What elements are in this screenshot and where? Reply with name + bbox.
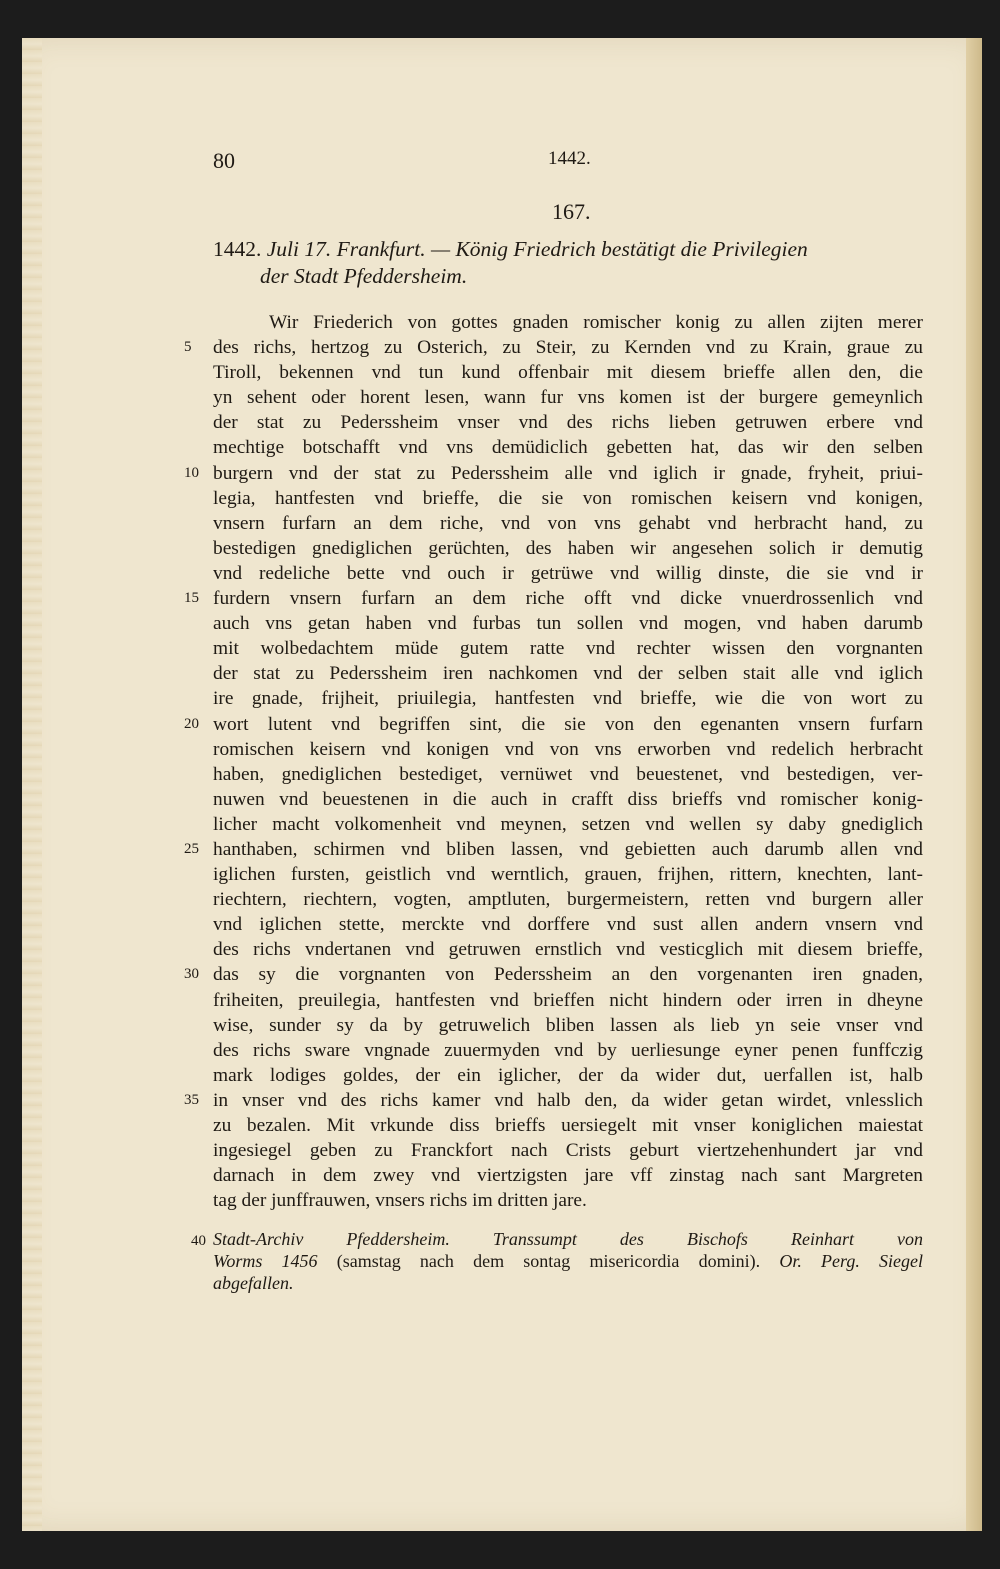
- text-line: [213, 360, 923, 385]
- text-line: [213, 486, 923, 511]
- text-line: [213, 511, 923, 536]
- source-note-text: Worms 1456: [213, 1251, 318, 1271]
- text-line: [213, 937, 923, 962]
- line-text: der stat zu Pederssheim iren nachkomen vnd der selben stait alle vnd iglich: [213, 663, 923, 685]
- text-line: [213, 661, 923, 686]
- heading-place-date: Juli 17. Frankfurt. —: [266, 237, 451, 261]
- line-number: 5: [184, 339, 192, 356]
- source-note-text: (samstag nach dem sontag misericordia domini).: [336, 1251, 761, 1271]
- line-text: furdern vnsern furfarn an dem riche offt vnd dicke vnuerdrossenlich vnd: [213, 588, 923, 610]
- line-text: des richs vndertanen vnd getruwen ernstlich vnd vesticglich mit diesem brieffe,: [213, 939, 923, 961]
- line-text: Wir Friederich von gottes gnaden romischer konig zu allen zijten merer: [269, 312, 923, 333]
- line-text: darnach in dem zwey vnd viertzigsten jare vff zinstag nach sant Margreten: [213, 1165, 923, 1187]
- source-note: [191, 1228, 924, 1294]
- source-note-line: [213, 1250, 923, 1272]
- document-number: 167.: [552, 199, 591, 224]
- line-text: legia, hantfesten vnd brieffe, die sie von romischen keisern vnd konigen,: [213, 487, 923, 509]
- text-line: [213, 385, 923, 410]
- text-line: [213, 611, 923, 636]
- text-line: [184, 461, 923, 486]
- line-number: 25: [184, 840, 199, 857]
- text-line: [213, 1138, 923, 1163]
- line-text: ingesiegel geben zu Franckfort nach Crists geburt viertzehenhundert jar vnd: [213, 1140, 923, 1162]
- line-text: ire gnade, frijheit, priuilegia, hantfesten vnd brieffe, wie die von wort zu: [213, 688, 923, 710]
- line-text: in vnser vnd des richs kamer vnd halb den, da wider getan wirdet, vnlesslich: [213, 1089, 923, 1111]
- text-line: [184, 1088, 923, 1113]
- line-text: yn sehent oder horent lesen, wann fur vns komen ist der burgere gemeynlich: [213, 387, 923, 409]
- line-text: mechtige botschafft vnd vns demüdiclich gebetten hat, das wir den selben: [213, 437, 923, 459]
- line-text: wort lutent vnd begriffen sint, die sie von den egenanten vnsern furfarn: [213, 713, 923, 735]
- text-line: [184, 335, 923, 360]
- line-text: nuwen vnd beuestenen in die auch in crafft diss brieffs vnd romischer konig-: [213, 788, 923, 810]
- heading-year: 1442.: [213, 237, 262, 261]
- line-text: tag der junffrauwen, vnsers richs im dritten jare.: [213, 1190, 587, 1212]
- line-text: das sy die vorgnanten von Pederssheim an den vorgenanten iren gnaden,: [213, 964, 923, 986]
- line-text: iglichen fursten, geistlich vnd werntlich, grauen, frijhen, rittern, knechten, lant-: [213, 864, 923, 886]
- text-line: [213, 862, 923, 887]
- text-line: [213, 410, 923, 435]
- text-line: [213, 636, 923, 661]
- line-text: vnsern furfarn an dem riche, vnd von vns gehabt vnd herbracht hand, zu: [213, 512, 923, 534]
- line-text: burgern vnd der stat zu Pederssheim alle vnd iglich ir gnade, fryheit, priui-: [213, 462, 923, 484]
- text-line: [213, 435, 923, 460]
- line-text: auch vns getan haben vnd furbas tun sollen vnd mogen, vnd haben darumb: [213, 613, 923, 635]
- heading-summary: König Friedrich bestätigt die Privilegien: [455, 237, 808, 261]
- page-number: 80: [213, 148, 235, 173]
- line-text: friheiten, preuilegia, hantfesten vnd brieffen nicht hindern oder irren in dheyne: [213, 989, 923, 1011]
- text-line: [213, 787, 923, 812]
- line-number: 40: [191, 1233, 206, 1249]
- text-line: [213, 536, 923, 561]
- text-line: [184, 962, 923, 987]
- text-line: [184, 712, 923, 737]
- text-line: [213, 762, 923, 787]
- line-text: Tiroll, bekennen vnd tun kund offenbair mit diesem brieffe allen den, die: [213, 362, 923, 384]
- line-text: mark lodiges goldes, der ein iglicher, der da wider dut, uerfallen ist, halb: [213, 1064, 923, 1086]
- line-text: haben, gnediglichen bestediget, vernüwet vnd beuestenet, vnd bestedigen, ver-: [213, 763, 923, 785]
- line-text: zu bezalen. Mit vrkunde diss brieffs uersiegelt mit vnser koniglichen maiestat: [213, 1115, 923, 1136]
- source-note-text: abgefallen.: [213, 1273, 294, 1293]
- page-fore-edge: [966, 38, 982, 1531]
- text-line: [213, 912, 923, 937]
- source-note-text: Or. Perg. Siegel: [779, 1251, 924, 1271]
- line-text: licher macht volkomenheit vnd meynen, setzen vnd wellen sy daby gnediglich: [213, 813, 923, 835]
- line-text: des richs, hertzog zu Osterich, zu Steir, zu Kernden vnd zu Krain, graue zu: [213, 337, 923, 359]
- text-line: [213, 1038, 923, 1063]
- line-number: 20: [184, 715, 199, 732]
- document-heading: [213, 236, 923, 290]
- text-line: [213, 1063, 923, 1088]
- heading-summary-continued: der Stadt Pfeddersheim.: [260, 264, 468, 288]
- line-text: mit wolbedachtem müde gutem ratte vnd rechter wissen den vorgnanten: [213, 638, 923, 660]
- line-text: wise, sunder sy da by getruwelich bliben lassen als lieb yn seie vnser vnd: [213, 1014, 923, 1036]
- text-line: [213, 310, 923, 335]
- line-text: bestedigen gnediglichen gerüchten, des haben wir angesehen solich ir demutig: [213, 537, 923, 559]
- text-line: [213, 1188, 923, 1213]
- line-number: 10: [184, 464, 199, 481]
- text-line: [213, 737, 923, 762]
- line-text: hanthaben, schirmen vnd bliben lassen, vnd gebietten auch darumb allen vnd: [213, 838, 923, 860]
- text-line: [213, 1163, 923, 1188]
- line-text: vnd iglichen stette, merckte vnd dorffere vnd sust allen andern vnsern vnd: [213, 914, 923, 936]
- text-line: [213, 812, 923, 837]
- text-line: [213, 1013, 923, 1038]
- text-line: [213, 561, 923, 586]
- source-note-line: [213, 1272, 923, 1294]
- source-note-text: Stadt-Archiv Pfeddersheim. Transsumpt des Bischofs Reinhart von: [213, 1229, 923, 1249]
- running-head: 1442.: [548, 148, 591, 169]
- line-number: 35: [184, 1091, 199, 1108]
- text-line: [213, 988, 923, 1013]
- line-number: 15: [184, 590, 199, 607]
- document-body: [184, 310, 923, 1213]
- text-line: [213, 1113, 923, 1138]
- text-line: [213, 887, 923, 912]
- line-text: riechtern, riechtern, vogten, amptluten, burgermeistern, retten vnd burgern aller: [213, 889, 923, 911]
- line-text: der stat zu Pederssheim vnser vnd des richs lieben getruwen erbere vnd: [213, 412, 923, 434]
- text-line: [184, 837, 923, 862]
- text-line: [184, 586, 923, 611]
- source-note-line: [191, 1228, 923, 1250]
- line-text: des richs sware vngnade zuuermyden vnd by uerliesunge eyner penen funffczig: [213, 1039, 923, 1061]
- line-text: vnd redeliche bette vnd ouch ir getrüwe vnd willig dinste, die sie vnd ir: [213, 562, 923, 584]
- line-number: 30: [184, 966, 199, 983]
- line-text: romischen keisern vnd konigen vnd von vns erworben vnd redelich herbracht: [213, 738, 923, 760]
- page-gutter-edge: [22, 38, 42, 1531]
- text-line: [213, 686, 923, 711]
